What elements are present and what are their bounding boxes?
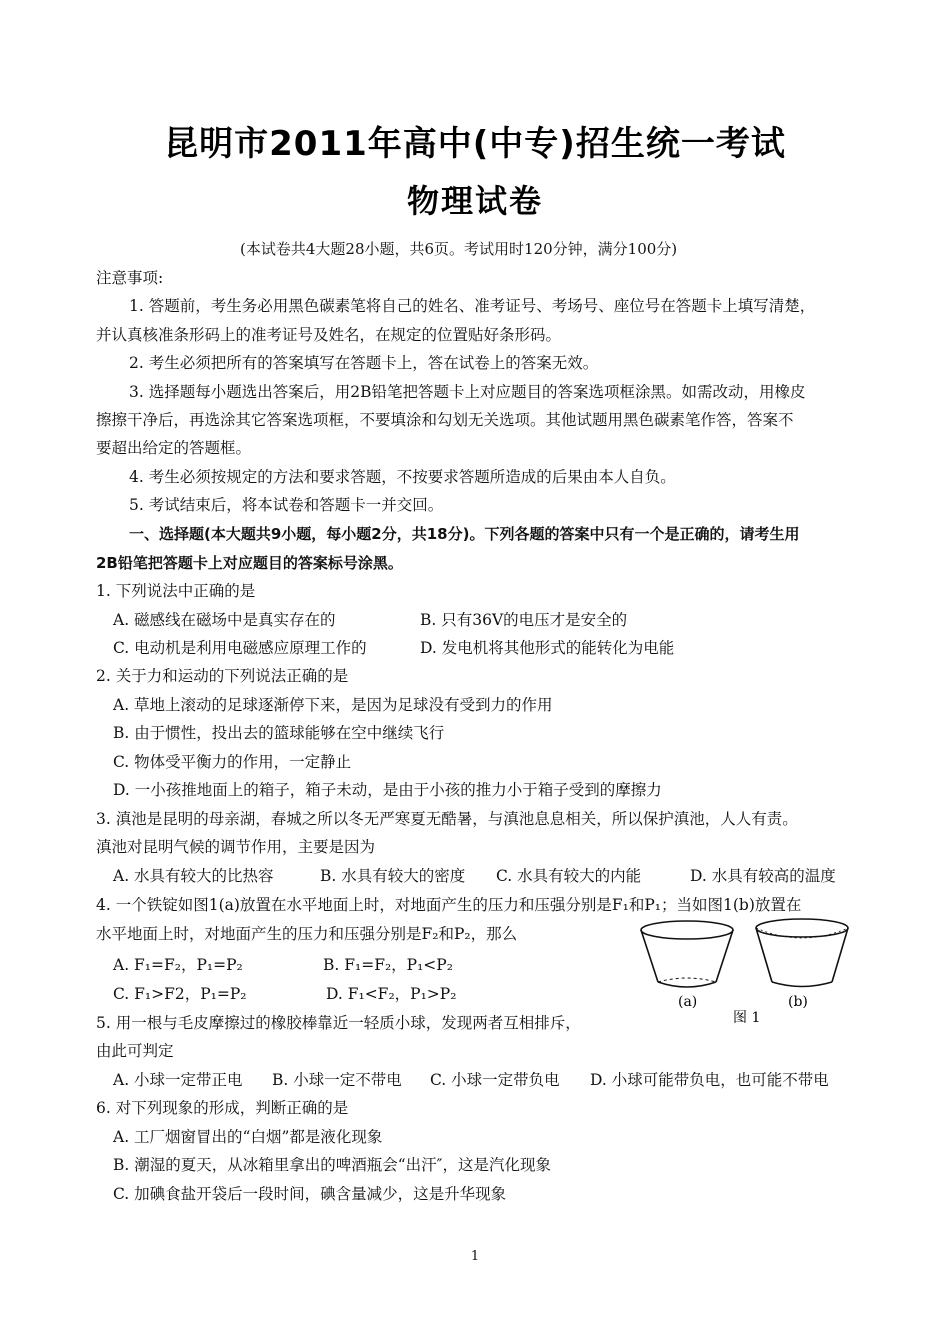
option: D. 一小孩推地面上的箱子，箱子未动，是由于小孩的推力小于箱子受到的摩擦力 xyxy=(113,781,662,799)
notice-item: 1. 答题前，考生务必用黑色碳素笔将自己的姓名、准考证号、考场号、座位号在答题卡上填写清楚， xyxy=(129,297,816,315)
exam-info: (本试卷共4大题28小题，共6页。考试用时120分钟，满分100分) xyxy=(240,240,678,258)
option: C. F₁>F2，P₁=P₂ xyxy=(113,985,247,1003)
notice-item: 并认真核准条形码上的准考证号及姓名，在规定的位置贴好条形码。 xyxy=(96,326,562,344)
figure-1 xyxy=(630,914,855,1029)
page-number: 1 xyxy=(470,1249,480,1264)
question-stem: 滇池对昆明气候的调节作用，主要是因为 xyxy=(96,838,376,856)
question-stem: 6. 对下列现象的形成，判断正确的是 xyxy=(96,1099,349,1117)
question-stem: 5. 用一根与毛皮摩擦过的橡胶棒靠近一轻质小球，发现两者互相排斥， xyxy=(96,1014,581,1032)
notice-item: 要超出给定的答题框。 xyxy=(96,439,252,457)
notice-item: 5. 考试结束后，将本试卷和答题卡一并交回。 xyxy=(129,496,444,514)
question-stem: 水平地面上时，对地面产生的压力和压强分别是F₂和P₂，那么 xyxy=(96,925,518,943)
option: A. 水具有较大的比热容 xyxy=(113,867,274,885)
exam-subtitle: 物理试卷 xyxy=(406,182,543,220)
exam-title: 昆明市2011年高中(中专)招生统一考试 xyxy=(164,124,786,164)
question-stem: 2. 关于力和运动的下列说法正确的是 xyxy=(96,667,349,685)
notice-item: 3. 选择题每小题选出答案后，用2B铅笔把答题卡上对应题目的答案选项框涂黑。如需改动，用橡皮 xyxy=(129,383,806,401)
option: B. 水具有较大的密度 xyxy=(320,867,466,885)
section-heading: 2B铅笔把答题卡上对应题目的答案标号涂黑。 xyxy=(96,554,403,572)
ingot-b xyxy=(756,919,848,987)
question-stem: 3. 滇池是昆明的母亲湖，春城之所以冬无严寒夏无酷暑，与滇池息息相关，所以保护滇池，人人有责。 xyxy=(96,810,798,828)
notice-item: 擦擦干净后，再选涂其它答案选项框，不要填涂和勾划无关选项。其他试题用黑色碳素笔作答，答案不 xyxy=(96,411,794,429)
option: B. F₁=F₂，P₁<P₂ xyxy=(323,956,453,974)
notice-heading: 注意事项: xyxy=(96,269,164,287)
option: A. 草地上滚动的足球逐渐停下来，是因为足球没有受到力的作用 xyxy=(113,696,553,714)
figure-caption: 图 1 xyxy=(733,1010,761,1026)
question-stem: 1. 下列说法中正确的是 xyxy=(96,582,256,600)
option: B. 潮湿的夏天，从冰箱里拿出的啤酒瓶会“出汗″，这是汽化现象 xyxy=(113,1156,551,1174)
option: A. 工厂烟窗冒出的“白烟”都是液化现象 xyxy=(113,1128,383,1146)
option: C. 小球一定带负电 xyxy=(430,1071,560,1089)
option: C. 电动机是利用电磁感应原理工作的 xyxy=(113,639,367,657)
option: D. 小球可能带负电，也可能不带电 xyxy=(590,1071,829,1089)
option: D. 发电机将其他形式的能转化为电能 xyxy=(420,639,675,657)
notice-item: 4. 考生必须按规定的方法和要求答题，不按要求答题所造成的后果由本人自负。 xyxy=(129,468,676,486)
option: A. F₁=F₂，P₁=P₂ xyxy=(113,956,243,974)
option: B. 小球一定不带电 xyxy=(272,1071,402,1089)
figure-label-b: (b) xyxy=(788,994,808,1010)
option: B. 由于惯性，投出去的篮球能够在空中继续飞行 xyxy=(113,724,445,742)
option: C. 加碘食盐开袋后一段时间，碘含量减少，这是升华现象 xyxy=(113,1185,507,1203)
option: D. 水具有较高的温度 xyxy=(690,867,836,885)
question-stem: 4. 一个铁锭如图1(a)放置在水平地面上时，对地面产生的压力和压强分别是F₁和P₁；当如图1(b)放置在 xyxy=(96,896,802,914)
section-heading: 一、选择题(本大题共9小题，每小题2分，共18分)。下列各题的答案中只有一个是正确的，请考生用 xyxy=(129,525,800,543)
option: D. F₁<F₂，P₁>P₂ xyxy=(326,985,457,1003)
option: C. 物体受平衡力的作用，一定静止 xyxy=(113,753,352,771)
option: C. 水具有较大的内能 xyxy=(496,867,642,885)
figure-label-a: (a) xyxy=(678,994,698,1010)
option: A. 磁感线在磁场中是真实存在的 xyxy=(113,611,336,629)
notice-item: 2. 考生必须把所有的答案填写在答题卡上，答在试卷上的答案无效。 xyxy=(129,354,599,372)
question-stem: 由此可判定 xyxy=(96,1042,174,1060)
option: A. 小球一定带正电 xyxy=(113,1071,243,1089)
option: B. 只有36V的电压才是安全的 xyxy=(420,611,628,629)
ingot-a xyxy=(641,921,733,987)
